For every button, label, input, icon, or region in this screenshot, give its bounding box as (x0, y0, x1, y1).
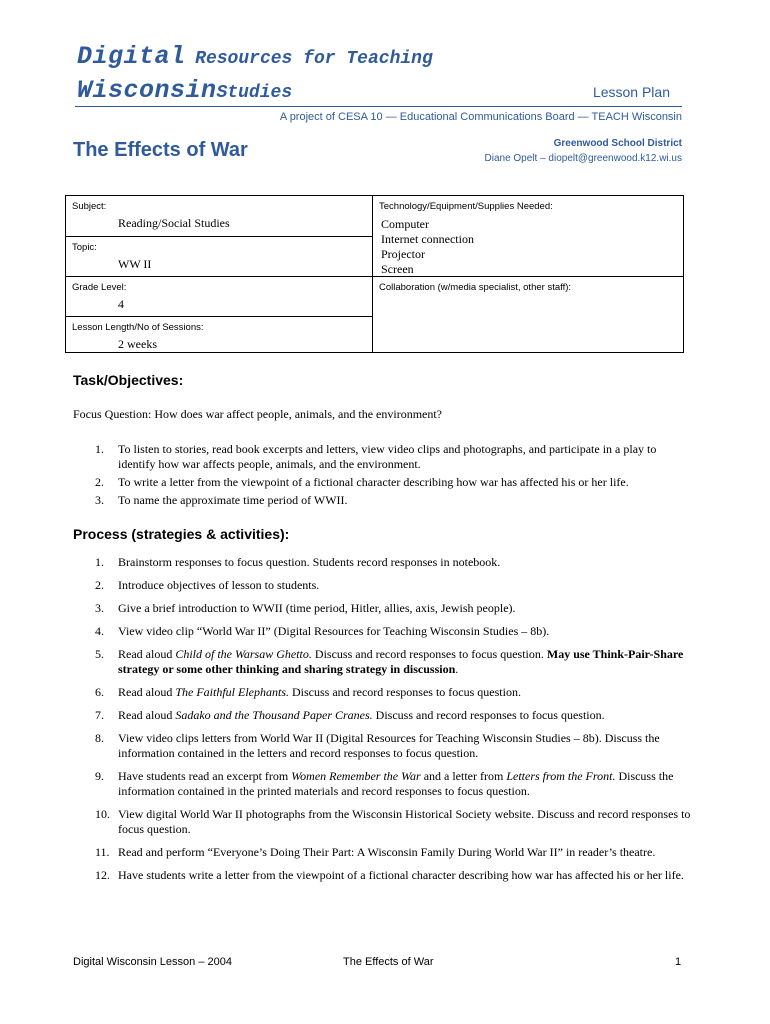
process-item: 9. Have students read an excerpt from Women Remember the War and a letter from Letters from the Front. Discuss the information contained in the printed materials and record responses to focus question. (95, 769, 674, 798)
process-text: . (455, 662, 459, 676)
length-label: Lesson Length/No of Sessions: (72, 322, 204, 333)
lesson-plan-label: Lesson Plan (592, 84, 670, 100)
book-title: The Faithful Elephants. (175, 685, 289, 699)
logo-digital: Digital (77, 42, 186, 71)
book-title: Sadako and the Thousand Paper Cranes. (175, 708, 373, 722)
equipment-item: Screen (381, 262, 414, 276)
grade-value: 4 (118, 297, 124, 311)
process-text: Discuss and record responses to focus question. (289, 685, 521, 699)
grade-cell (66, 276, 372, 316)
process-text: and a letter from (420, 769, 507, 783)
objective-item: 1. To listen to stories, read book excerpts and letters, view video clips and photographs, and participate in a play to identify how war affects people, animals, and the environment. (95, 442, 657, 471)
collaboration-label: Collaboration (w/media specialist, other staff): (379, 282, 572, 293)
subject-value: Reading/Social Studies (118, 216, 230, 230)
topic-cell (66, 236, 372, 276)
equipment-item: Internet connection (381, 232, 474, 246)
process-text: Discuss and record responses to focus question. (311, 647, 547, 661)
lesson-info-table (65, 195, 684, 353)
process-item: 6. Read aloud The Faithful Elephants. Discuss and record responses to focus question. (95, 685, 521, 699)
process-text: View digital World War II photographs from the Wisconsin Historical Society website. Discuss and record responses to focus question. (118, 807, 691, 836)
process-item: 2. Introduce objectives of lesson to students. (95, 578, 320, 592)
equipment-item: Computer (381, 217, 429, 231)
length-cell (66, 316, 372, 353)
objectives-list (73, 442, 693, 508)
process-item: 5. Read aloud Child of the Warsaw Ghetto. Discuss and record responses to focus question. May use Think-Pair-Share strategy or some other thinking and sharing strategy in discussion. (95, 647, 684, 676)
process-text: View video clips letters from World War II (Digital Resources for Teaching Wisconsin Studies – 8b). Discuss the information contained in the letters and record responses to focus question. (118, 731, 660, 760)
process-item: 1. Brainstorm responses to focus question. Students record responses in notebook. (95, 555, 501, 569)
process-item: 4. View video clip “World War II” (Digital Resources for Teaching Wisconsin Studies – 8b). (95, 624, 550, 638)
logo-line-2 (77, 76, 292, 105)
book-title: Child of the Warsaw Ghetto. (175, 647, 312, 661)
collaboration-cell (373, 276, 684, 353)
process-item: 12. Have students write a letter from the viewpoint of a fictional character describing how war has affected his or her life. (95, 868, 684, 882)
process-item: 8. View video clips letters from World War II (Digital Resources for Teaching Wisconsin Studies – 8b). Discuss the information contained in the letters and record responses to focus question. (95, 731, 660, 760)
footer-lesson-year: Digital Wisconsin Lesson – 2004 (73, 956, 232, 968)
process-text: Read and perform “Everyone’s Doing Their Part: A Wisconsin Family During World War II” in reader’s theatre. (118, 845, 656, 859)
process-text: Brainstorm responses to focus question. Students record responses in notebook. (118, 555, 501, 569)
project-credit: A project of CESA 10 — Educational Communications Board — TEACH Wisconsin (279, 111, 682, 123)
page-number: 1 (675, 956, 682, 968)
process-item: 7. Read aloud Sadako and the Thousand Paper Cranes. Discuss and record responses to focus question. (95, 708, 605, 722)
footer-title: The Effects of War (343, 956, 434, 968)
length-value: 2 weeks (118, 337, 157, 351)
process-text: View video clip “World War II” (Digital Resources for Teaching Wisconsin Studies – 8b). (118, 624, 550, 638)
logo-line-1 (77, 42, 433, 71)
process-text: Give a brief introduction to WWII (time period, Hitler, allies, axis, Jewish people). (118, 601, 516, 615)
process-item: 11. Read and perform “Everyone’s Doing Their Part: A Wisconsin Family During World War II” in reader’s theatre. (95, 845, 656, 859)
school-district: Greenwood School District (553, 138, 682, 149)
equipment-list (381, 217, 474, 277)
logo-studies-text: Studies (216, 83, 293, 103)
process-text: Have students write a letter from the viewpoint of a fictional character describing how war has affected his or her life. (118, 868, 684, 882)
logo-resources-text: Resources for Teaching (195, 49, 433, 69)
page-title: The Effects of War (73, 139, 248, 161)
author-contact: Diane Opelt – diopelt@greenwood.k12.wi.us (484, 153, 682, 164)
objective-item: 3. To name the approximate time period of WWII. (95, 493, 348, 507)
process-text: Read aloud (118, 685, 176, 699)
task-objectives-heading: Task/Objectives: (73, 372, 184, 388)
process-text: Read aloud (118, 647, 176, 661)
process-heading: Process (strategies & activities): (73, 526, 290, 542)
book-title: Letters from the Front. (506, 769, 616, 783)
focus-question: Focus Question: How does war affect people, animals, and the environment? (73, 407, 443, 421)
technology-label: Technology/Equipment/Supplies Needed: (379, 201, 553, 212)
grade-label: Grade Level: (72, 282, 127, 293)
process-text: Introduce objectives of lesson to students. (118, 578, 320, 592)
process-item: 10. View digital World War II photographs from the Wisconsin Historical Society website. Discuss and record responses to focus question. (95, 807, 691, 836)
process-text: Discuss the information contained in the printed materials and record responses to focus question. (118, 769, 674, 798)
topic-value: WW II (118, 257, 152, 271)
process-text: Discuss and record responses to focus question. (372, 708, 605, 722)
objective-text: To listen to stories, read book excerpts and letters, view video clips and photographs, and participate in a play to identify how war affects people, animals, and the environment. (118, 442, 657, 471)
logo-wisconsin: Wisconsin (77, 76, 217, 105)
process-list (73, 555, 693, 891)
strategy-note: May use Think-Pair-Share strategy or some other thinking and sharing strategy in discussion (118, 647, 684, 676)
topic-label: Topic: (72, 242, 97, 253)
process-text: Read aloud (118, 708, 176, 722)
equipment-item: Projector (381, 247, 425, 261)
technology-cell (373, 196, 684, 276)
book-title: Women Remember the War (291, 769, 421, 783)
objective-item: 2. To write a letter from the viewpoint of a fictional character describing how war has affected his or her life. (95, 475, 629, 489)
header-divider (75, 106, 682, 107)
process-text: Have students read an excerpt from (118, 769, 292, 783)
objective-text: To name the approximate time period of WWII. (118, 493, 348, 507)
info-left-column (66, 196, 373, 352)
objective-text: To write a letter from the viewpoint of a fictional character describing how war has affected his or her life. (118, 475, 629, 489)
subject-cell (66, 196, 372, 236)
process-item: 3. Give a brief introduction to WWII (time period, Hitler, allies, axis, Jewish people). (95, 601, 516, 615)
subject-label: Subject: (72, 201, 107, 212)
